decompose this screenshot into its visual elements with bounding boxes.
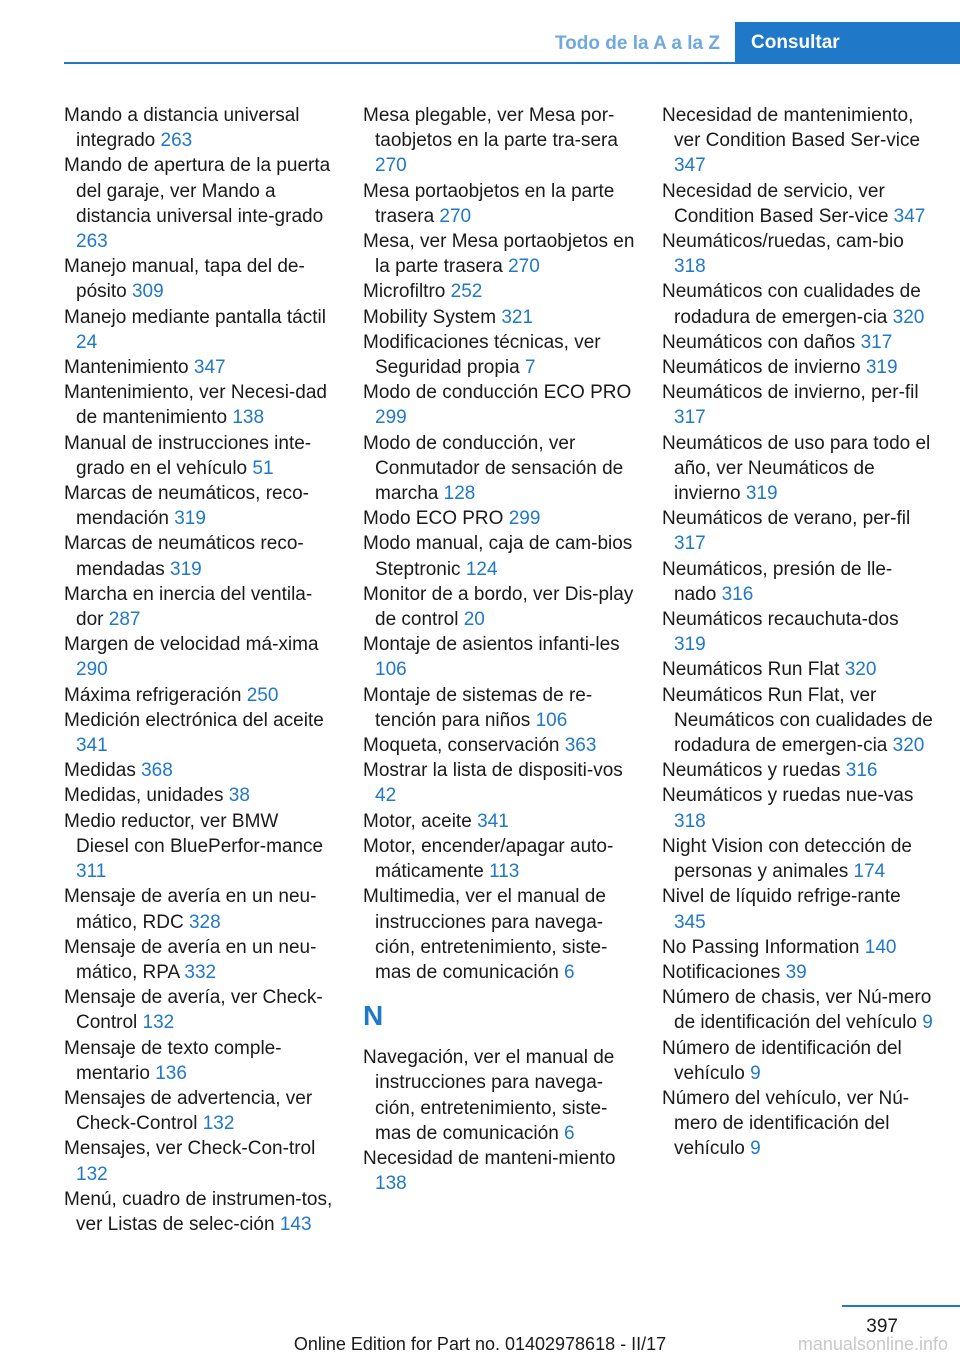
- index-entry-page-link[interactable]: 132: [202, 1113, 235, 1135]
- index-entry-term: Menú, cuadro de instrumen-tos, ver Listas de selec-ción: [64, 1188, 333, 1235]
- index-entry-term: Nivel de líquido refrige-rante: [662, 886, 901, 908]
- index-entry: [64, 783, 336, 808]
- index-entry: [64, 809, 336, 885]
- index-entry: [662, 380, 934, 430]
- index-entry: [363, 531, 635, 581]
- index-entry-term: Marcha en inercia del ventila-dor: [64, 583, 313, 631]
- index-entry: [662, 279, 934, 329]
- index-entry: [363, 279, 635, 304]
- index-entry: [662, 884, 934, 934]
- index-entry: [662, 1036, 934, 1086]
- index-entry: [64, 103, 336, 153]
- index-entry-page-link[interactable]: 143: [279, 1213, 312, 1235]
- index-entry: [363, 380, 635, 430]
- index-entry: [363, 733, 635, 758]
- index-entry-page-link[interactable]: 341: [76, 735, 108, 757]
- index-entry-page-link[interactable]: 140: [864, 936, 897, 958]
- index-entry-page-link[interactable]: 38: [228, 785, 250, 807]
- index-entry: [363, 179, 635, 229]
- index-entry-term: Mensaje de avería en un neu-mático, RDC: [64, 886, 317, 933]
- index-entry-term: Mantenimiento: [64, 357, 189, 379]
- index-column-3: [662, 103, 934, 1162]
- index-entry: [64, 153, 336, 254]
- index-entry-page-link[interactable]: 270: [375, 155, 407, 177]
- index-entry: [363, 1146, 635, 1196]
- index-entry-term: Modo ECO PRO: [363, 508, 504, 530]
- index-entry-term: Margen de velocidad má-xima: [64, 634, 319, 656]
- index-entry-page-link[interactable]: 39: [785, 961, 807, 983]
- index-entry-page-link[interactable]: 319: [170, 558, 202, 580]
- index-entry-term: Neumáticos con daños: [662, 331, 856, 353]
- index-entry: [64, 985, 336, 1035]
- index-entry: [662, 179, 934, 229]
- index-entry: [363, 431, 635, 507]
- index-entry-term: Neumáticos y ruedas: [662, 760, 841, 782]
- index-entry-term: Neumáticos de uso para todo el año, ver Neumáticos de invierno: [662, 432, 931, 505]
- index-entry: [64, 758, 336, 783]
- index-entry: [662, 607, 934, 657]
- index-entry-page-link[interactable]: 270: [439, 205, 472, 227]
- index-entry: [363, 809, 635, 834]
- index-entry-term: Neumáticos, presión de lle-nado: [662, 558, 893, 605]
- index-entry-page-link[interactable]: 124: [465, 558, 498, 580]
- index-entry-page-link[interactable]: 24: [76, 331, 98, 353]
- index-entry: [64, 305, 336, 355]
- index-entry-page-link[interactable]: 20: [463, 609, 485, 631]
- index-entry-term: Manejo manual, tapa del de-pósito: [64, 256, 305, 303]
- index-entry: [363, 330, 635, 380]
- index-entry-page-link[interactable]: 174: [853, 861, 886, 883]
- index-entry-page-link[interactable]: 320: [844, 659, 877, 681]
- index-entry: [64, 1136, 336, 1186]
- index-column-1: [64, 103, 336, 1237]
- index-entry: [64, 355, 336, 380]
- watermark: manualsonline.info: [797, 1334, 948, 1354]
- index-entry-term: Mando de apertura de la puerta del garaje, ver Mando a distancia universal inte-grado: [64, 155, 331, 227]
- header-rule: [64, 62, 960, 64]
- index-entry-term: Número del vehículo, ver Nú-mero de identificación del vehículo: [662, 1087, 910, 1160]
- index-column-2: [363, 103, 635, 1196]
- index-entry-page-link[interactable]: 317: [860, 331, 893, 353]
- running-header-section: Todo de la A a la Z: [554, 33, 720, 54]
- index-entry-page-link[interactable]: 113: [489, 861, 520, 883]
- index-entry-term: Montaje de asientos infanti-les: [363, 634, 620, 656]
- index-entry-term: Motor, aceite: [363, 810, 472, 832]
- index-entry-page-link[interactable]: 311: [76, 861, 107, 883]
- index-entry-term: Neumáticos de invierno: [662, 357, 861, 379]
- index-entry-page-link[interactable]: 319: [174, 508, 206, 530]
- index-entry-term: Microfiltro: [363, 281, 446, 303]
- index-entry: [662, 330, 934, 355]
- index-entry-page-link[interactable]: 328: [188, 911, 221, 933]
- index-entry-term: Modificaciones técnicas, ver Seguridad propia: [363, 331, 601, 379]
- index-entry-term: Mando a distancia universal integrado: [64, 105, 300, 152]
- index-entry: [363, 683, 635, 733]
- index-entry-term: Mesa portaobjetos en la parte trasera: [363, 180, 615, 227]
- index-entry-page-link[interactable]: 319: [745, 483, 778, 505]
- index-entry-term: Navegación, ver el manual de instrucciones para navega-ción, entretenimiento, siste-mas de comunicación: [363, 1047, 615, 1144]
- index-entry: [64, 254, 336, 304]
- index-entry-page-link[interactable]: 317: [674, 533, 706, 555]
- index-entry-page-link[interactable]: 252: [450, 281, 483, 303]
- index-entry-page-link[interactable]: 138: [375, 1173, 407, 1195]
- index-entry-term: Medio reductor, ver BMW Diesel con BluePerfor-mance: [64, 810, 324, 857]
- index-entry-page-link[interactable]: 6: [564, 1122, 575, 1144]
- index-entry-term: Neumáticos Run Flat: [662, 659, 840, 681]
- index-entry-term: Medidas, unidades: [64, 785, 224, 807]
- footer-rule: [842, 1305, 960, 1307]
- index-entry-page-link[interactable]: 9: [922, 1012, 933, 1034]
- index-entry: [662, 1086, 934, 1162]
- index-entry-page-link[interactable]: 138: [232, 407, 265, 429]
- index-entry: [662, 935, 934, 960]
- index-entry: [662, 229, 934, 279]
- index-entry-page-link[interactable]: 347: [193, 357, 226, 379]
- index-entry-page-link[interactable]: 309: [131, 281, 164, 303]
- index-entry-page-link[interactable]: 250: [246, 684, 279, 706]
- index-entry: [64, 1086, 336, 1136]
- index-entry-term: Necesidad de mantenimiento, ver Condition Based Ser-vice: [662, 105, 921, 152]
- index-entry-term: Multimedia, ver el manual de instrucciones para navega-ción, entretenimiento, siste-mas de comunicación: [363, 886, 608, 983]
- index-entry: [64, 1187, 336, 1237]
- index-entry-term: Mensaje de texto comple-mentario: [64, 1037, 282, 1084]
- index-entry-term: Neumáticos con cualidades de rodadura de emergen-cia: [662, 281, 921, 328]
- index-entry-page-link[interactable]: 341: [477, 810, 509, 832]
- index-entry-term: Modo de conducción ECO PRO: [363, 382, 632, 404]
- index-entry-page-link[interactable]: 347: [893, 205, 926, 227]
- index-entry-page-link[interactable]: 316: [845, 760, 878, 782]
- index-entry-page-link[interactable]: 299: [508, 508, 541, 530]
- index-entry-term: Manual de instrucciones inte-grado en el vehículo: [64, 432, 312, 479]
- index-entry-page-link[interactable]: 319: [865, 357, 898, 379]
- index-entry: [64, 632, 336, 682]
- index-entry: [662, 758, 934, 783]
- index-entry-page-link[interactable]: 319: [674, 634, 706, 656]
- index-entry-term: Mantenimiento, ver Necesi-dad de mantenimiento: [64, 382, 327, 429]
- index-entry-page-link[interactable]: 7: [525, 357, 536, 379]
- index-entry-page-link[interactable]: 316: [721, 583, 754, 605]
- index-entry: [64, 531, 336, 581]
- index-entry: [363, 229, 635, 279]
- index-entry-page-link[interactable]: 9: [750, 1138, 761, 1160]
- index-entry-page-link[interactable]: 132: [76, 1163, 108, 1185]
- index-entry-page-link[interactable]: 9: [750, 1062, 761, 1084]
- index-entry-term: Monitor de a bordo, ver Dis-play de control: [363, 583, 634, 631]
- index-entry-page-link[interactable]: 136: [155, 1062, 187, 1084]
- index-entry-term: Marcas de neumáticos, reco-mendación: [64, 483, 309, 530]
- index-entry-term: Marcas de neumáticos reco-mendadas: [64, 533, 304, 580]
- index-entry-term: Night Vision con detección de personas y animales: [662, 835, 912, 883]
- index-entry-term: Montaje de sistemas de re-tención para niños: [363, 684, 593, 731]
- index-entry: [662, 431, 934, 507]
- index-entry-page-link[interactable]: 368: [141, 760, 173, 782]
- index-entry-page-link[interactable]: 363: [564, 735, 597, 757]
- index-entry-term: Necesidad de manteni-miento: [363, 1147, 616, 1169]
- section-letter: N: [363, 1000, 384, 1032]
- index-entry-page-link[interactable]: 321: [501, 306, 534, 328]
- index-entry-term: Número de chasis, ver Nú-mero de identificación del vehículo: [662, 987, 932, 1034]
- index-entry-page-link[interactable]: 318: [674, 256, 706, 278]
- index-entry-page-link[interactable]: 317: [674, 407, 706, 429]
- page-number: 397: [866, 1316, 898, 1337]
- index-entry: [363, 506, 635, 531]
- index-entry: [662, 834, 934, 884]
- index-entry-term: Neumáticos recauchuta-dos: [662, 609, 899, 631]
- index-entry-term: Motor, encender/apagar auto-máticamente: [363, 835, 614, 883]
- index-entry-term: Mensajes, ver Check-Con-trol: [64, 1138, 316, 1160]
- index-entry: [662, 783, 934, 833]
- index-entry-page-link[interactable]: 106: [535, 709, 568, 731]
- index-entry-page-link[interactable]: 42: [375, 785, 397, 807]
- index-entry: [64, 884, 336, 934]
- index-entry-page-link[interactable]: 51: [252, 457, 274, 479]
- index-entry-page-link[interactable]: 287: [108, 609, 141, 631]
- index-entry-term: Mobility System: [363, 306, 497, 328]
- index-entry-page-link[interactable]: 320: [892, 735, 925, 757]
- index-entry: [64, 708, 336, 758]
- index-entry-page-link[interactable]: 345: [674, 911, 706, 933]
- index-entry-term: Modo manual, caja de cam-bios Steptronic: [363, 533, 633, 580]
- index-entry-term: Neumáticos de invierno, per-fil: [662, 382, 919, 404]
- index-entry-page-link[interactable]: 318: [674, 810, 706, 832]
- index-entry-term: Mensaje de avería, ver Check-Control: [64, 987, 323, 1034]
- index-entry: [662, 103, 934, 179]
- index-entry: [363, 834, 635, 884]
- index-entry-term: Medición electrónica del aceite: [64, 709, 324, 731]
- index-entry-term: Moqueta, conservación: [363, 735, 560, 757]
- index-entry: [662, 985, 934, 1035]
- index-entry-term: No Passing Information: [662, 936, 860, 958]
- index-entry-page-link[interactable]: 128: [443, 483, 476, 505]
- index-entry: [662, 683, 934, 759]
- index-entry-term: Modo de conducción, ver Conmutador de sensación de marcha: [363, 432, 624, 505]
- edition-note: Online Edition for Part no. 01402978618 - II/17: [293, 1334, 667, 1354]
- index-entry: [363, 758, 635, 808]
- index-entry-term: Necesidad de servicio, ver Condition Based Ser-vice: [662, 180, 889, 227]
- index-entry: [363, 103, 635, 179]
- index-entry-page-link[interactable]: 347: [674, 155, 706, 177]
- index-entry-page-link[interactable]: 263: [160, 130, 193, 152]
- index-entry-page-link[interactable]: 106: [375, 659, 407, 681]
- index-entry-page-link[interactable]: 6: [564, 961, 575, 983]
- index-entry: [64, 935, 336, 985]
- index-entry-term: Mensaje de avería en un neu-mático, RPA: [64, 936, 317, 983]
- index-entry-term: Neumáticos/ruedas, cam-bio: [662, 231, 904, 253]
- index-entry: [363, 884, 635, 985]
- index-entry-term: Número de identificación del vehículo: [662, 1037, 902, 1084]
- index-entry: [363, 305, 635, 330]
- index-entry: [64, 582, 336, 632]
- index-entry-term: Manejo mediante pantalla táctil: [64, 306, 326, 328]
- index-entry-term: Mesa, ver Mesa portaobjetos en la parte trasera: [363, 231, 635, 278]
- index-entry-page-link[interactable]: 290: [76, 659, 108, 681]
- index-entry-page-link[interactable]: 299: [375, 407, 407, 429]
- index-entry-term: Neumáticos y ruedas nue-vas: [662, 785, 914, 807]
- index-entry: [662, 657, 934, 682]
- index-entry: [363, 582, 635, 632]
- index-entry-page-link[interactable]: 320: [892, 306, 925, 328]
- index-entry-term: Medidas: [64, 760, 136, 782]
- index-entry: [64, 431, 336, 481]
- index-entry-page-link[interactable]: 332: [184, 961, 217, 983]
- index-entry-page-link[interactable]: 263: [76, 231, 108, 253]
- index-entry-term: Máxima refrigeración: [64, 684, 242, 706]
- index-entry-term: Notificaciones: [662, 961, 781, 983]
- index-entry: [363, 632, 635, 682]
- index-entry: [662, 557, 934, 607]
- index-entry-term: Neumáticos de verano, per-fil: [662, 508, 911, 530]
- index-entry-term: Mesa plegable, ver Mesa por-taobjetos en la parte tra-sera: [363, 105, 618, 152]
- index-entry: [662, 960, 934, 985]
- index-entry: [64, 1036, 336, 1086]
- index-entry-term: Mensajes de advertencia, ver Check-Control: [64, 1087, 313, 1135]
- index-entry-term: Neumáticos Run Flat, ver Neumáticos con cualidades de rodadura de emergen-cia: [662, 684, 933, 757]
- index-entry-page-link[interactable]: 270: [508, 256, 540, 278]
- index-entry: [662, 506, 934, 556]
- index-entry: [64, 481, 336, 531]
- index-entry-term: Mostrar la lista de dispositi-vos: [363, 760, 623, 782]
- index-entry: [662, 355, 934, 380]
- index-entry: [64, 380, 336, 430]
- index-entry-page-link[interactable]: 132: [142, 1012, 175, 1034]
- index-entry: [363, 1045, 635, 1146]
- index-entry: [64, 683, 336, 708]
- running-header-chapter-tab: Consultar: [735, 22, 960, 62]
